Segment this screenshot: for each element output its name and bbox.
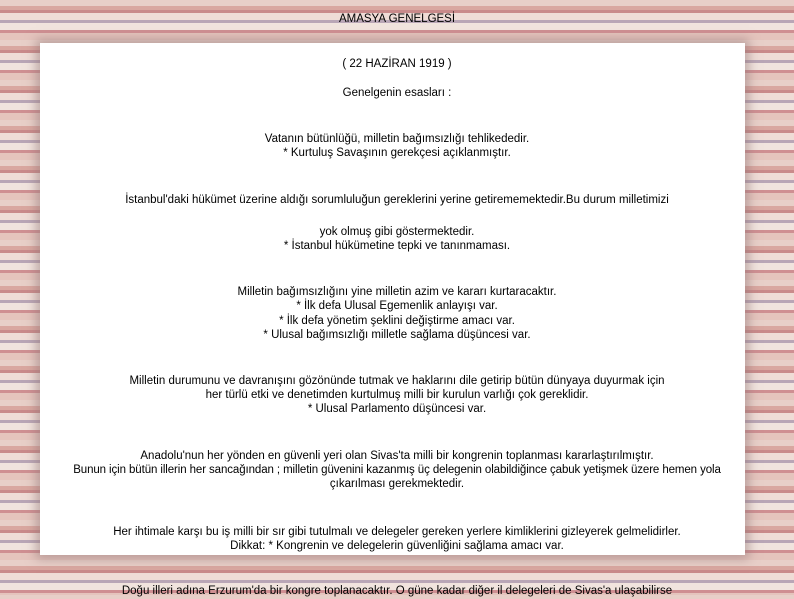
text-line: * Ulusal bağımsızlığı milletle sağlama düşüncesi var. bbox=[263, 329, 531, 341]
text-line: * İstanbul hükümetine tepki ve tanınmaması. bbox=[283, 240, 511, 252]
text-line: Dikkat: * Kongrenin ve delegelerin güvenliğini sağlama amacı var. bbox=[230, 540, 564, 552]
text-line: Milletin durumunu ve davranışını gözönünde tutmak ve haklarını dile getirip bütün dünyaya duyurmak için bbox=[129, 375, 665, 387]
text-line: Vatanın bütünlüğü, milletin bağımsızlığı tehlikededir. bbox=[264, 133, 530, 145]
text-line: * İlk defa yönetim şeklini değiştirme amacı var. bbox=[279, 315, 515, 327]
text-line: * Ulusal Parlamento düşüncesi var. bbox=[307, 403, 487, 415]
date-line: ( 22 HAZİRAN 1919 ) bbox=[342, 58, 452, 70]
text-line: çıkarılması gerekmektedir. bbox=[329, 478, 465, 490]
text-line: yok olmuş gibi göstermektedir. bbox=[319, 226, 475, 238]
text-line: Anadolu'nun her yönden en güvenli yeri olan Sivas'ta milli bir kongrenin toplanması kararlaştırılmıştır. bbox=[140, 450, 654, 462]
page-title: AMASYA GENELGESİ bbox=[338, 13, 456, 25]
text-line: * İlk defa Ulusal Egemenlik anlayışı var. bbox=[296, 300, 498, 312]
text-line: İstanbul'daki hükümet üzerine aldığı sorumluluğun gereklerini yerine getirememektedir.Bu durum milletimizi bbox=[125, 194, 669, 206]
intro-line: Genelgenin esasları : bbox=[342, 87, 452, 99]
text-line: Milletin bağımsızlığını yine milletin azim ve kararı kurtaracaktır. bbox=[237, 286, 557, 298]
text-line: her türlü etki ve denetimden kurtulmuş milli bir kurulun varlığı çok gereklidir. bbox=[205, 389, 589, 401]
text-line: Doğu illeri adına Erzurum'da bir kongre toplanacaktır. O güne kadar diğer il delegeleri de Sivas'a ulaşabilirse bbox=[121, 585, 673, 597]
text-line: * Kurtuluş Savaşının gerekçesi açıklanmıştır. bbox=[283, 147, 511, 159]
text-line: Her ihtimale karşı bu iş milli bir sır gibi tutulmalı ve delegeler gereken yerlere kimliklerini gizleyerek gelmelidirler. bbox=[113, 526, 681, 538]
text-line: Bunun için bütün illerin her sancağından ; milletin güvenini kazanmış üç delegenin olabildiğince çabuk yetişmek üzere hemen yola bbox=[73, 464, 721, 476]
